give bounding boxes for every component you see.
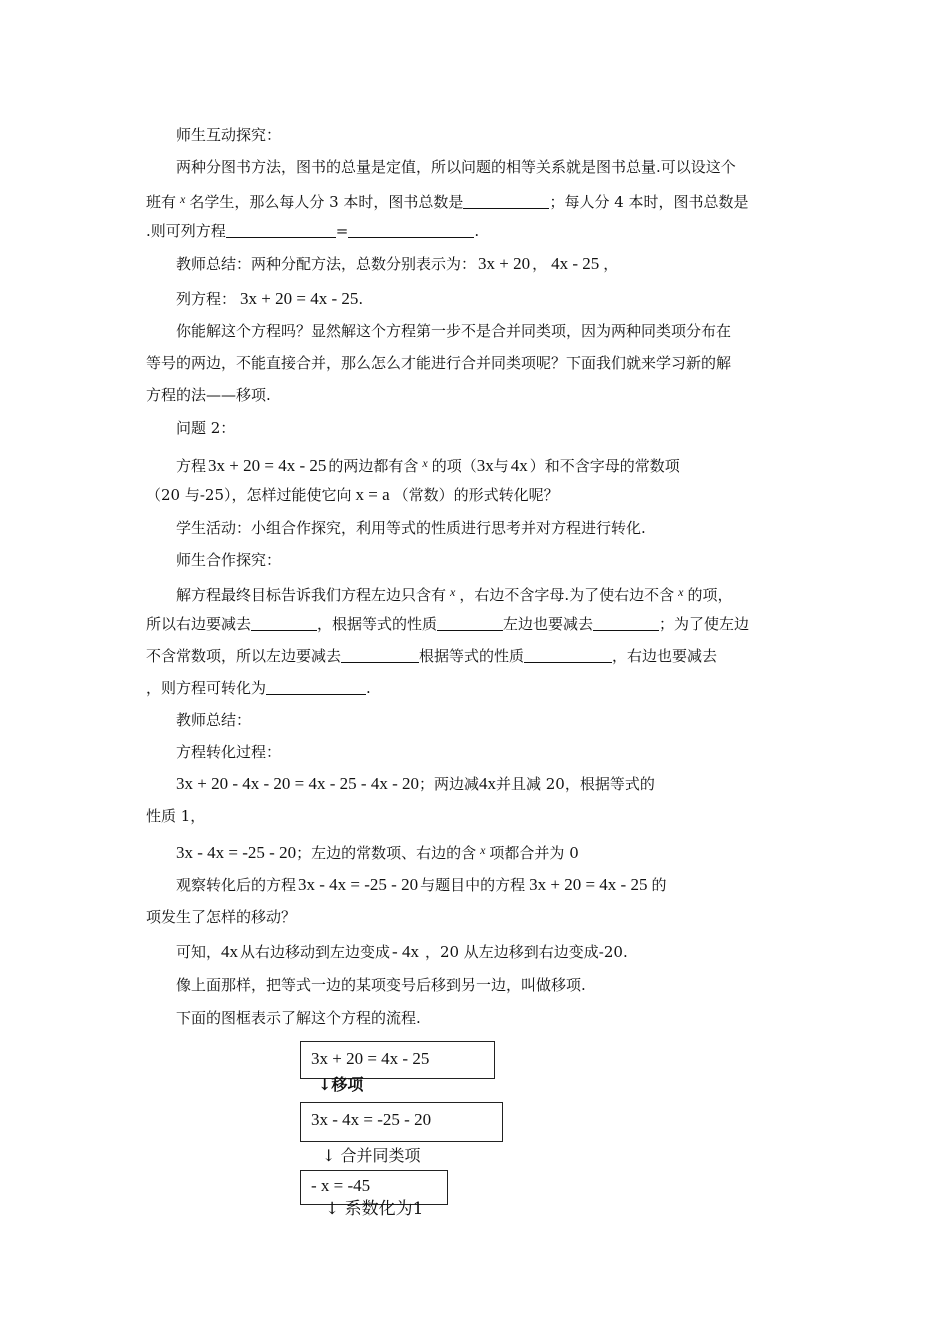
- paragraph-line: [146, 645, 717, 667]
- answer-blank: [463, 193, 549, 209]
- text: .: [358, 290, 364, 308]
- text: 根据等式的性质: [419, 647, 525, 665]
- math-expression: 4x - 25: [551, 254, 600, 273]
- math-var: x: [422, 456, 428, 470]
- text: 的项（: [431, 457, 477, 475]
- answer-blank: [266, 679, 366, 695]
- math-equation: 3x - 4x = -25 - 20: [176, 843, 297, 862]
- math-term: 4x: [510, 456, 528, 475]
- flow-box-transposed-equation: 3x - 4x = -25 - 20: [300, 1102, 503, 1142]
- text: 的两边都有含: [328, 457, 419, 475]
- math-var: x: [480, 843, 486, 857]
- text: 可知，: [176, 943, 222, 961]
- math-equation: 3x + 20 - 4x - 20 = 4x - 25 - 4x - 20: [176, 774, 419, 793]
- paragraph-line: 性质 1，: [146, 807, 206, 825]
- paragraph-line: [176, 839, 579, 864]
- math-var: x: [180, 192, 186, 206]
- text: （常数）的形式转化呢？: [393, 486, 559, 504]
- math-equation: x = a: [355, 485, 390, 504]
- text: 左边也要减去: [503, 615, 594, 633]
- text: 方程: [176, 457, 207, 475]
- text: ；为了使左边: [659, 615, 750, 633]
- text: ，: [603, 255, 619, 273]
- text: ）和不含字母的常数项: [529, 457, 680, 475]
- text: ，: [532, 255, 548, 273]
- math-equation: 3x + 20 = 4x - 25: [529, 875, 648, 894]
- paragraph-line: [146, 613, 749, 635]
- paragraph-line: [176, 941, 628, 963]
- math-equation: 3x - 4x = -25 - 20: [298, 875, 419, 894]
- paragraph-line: [146, 484, 559, 506]
- paragraph-line: [176, 288, 363, 310]
- paragraph-line: [176, 773, 655, 795]
- paragraph-line: 两种分图书方法，图书的总量是定值，所以问题的相等关系就是图书总量.可以设这个: [176, 158, 736, 176]
- paragraph-line: [176, 253, 618, 275]
- text: 解方程最终目标告诉我们方程左边只含有: [176, 586, 447, 604]
- text: 的项，: [687, 586, 733, 604]
- flow-box-original-equation: 3x + 20 = 4x - 25: [300, 1041, 495, 1079]
- answer-blank: [226, 222, 336, 238]
- text: 观察转化后的方程: [176, 876, 297, 894]
- text: 的: [651, 876, 667, 894]
- paragraph-line: [176, 452, 680, 477]
- text: ，则方程可转化为: [146, 679, 267, 697]
- math-term: - 4x: [392, 942, 419, 961]
- text: ，右边不含字母.为了使右边不含: [459, 586, 675, 604]
- paragraph-line: [146, 188, 749, 213]
- paragraph-line: [146, 677, 371, 699]
- flow-step-transpose: ↓移项: [318, 1075, 364, 1094]
- text: 与题目中的方程: [420, 876, 526, 894]
- text: 并且减 20，根据等式的: [496, 775, 655, 793]
- text: ，20 从左边移到右边变成-20.: [424, 943, 628, 961]
- text: 与: [493, 457, 509, 475]
- flow-box-combined-equation: - x = -45: [300, 1170, 448, 1205]
- text: 列方程：: [176, 290, 237, 308]
- math-term: 3x: [476, 456, 494, 475]
- paragraph-line: 你能解这个方程吗？显然解这个方程第一步不是合并同类项，因为两种同类项分布在: [176, 322, 732, 340]
- answer-blank: [524, 647, 612, 663]
- text: 教师总结：两种分配方法，总数分别表示为：: [176, 255, 477, 273]
- math-var: x: [450, 585, 456, 599]
- paragraph-line: [146, 220, 479, 242]
- text: .: [366, 679, 371, 697]
- math-term: 4x: [479, 774, 496, 793]
- text: ，右边也要减去: [612, 647, 718, 665]
- text: 所以右边要减去: [146, 615, 252, 633]
- paragraph-line: [176, 581, 732, 606]
- answer-blank: [251, 615, 317, 631]
- paragraph-line: 下面的图框表示了解这个方程的流程.: [176, 1009, 421, 1027]
- math-expression: 3x + 20: [478, 254, 531, 273]
- text: （20 与-25），怎样过能使它向: [146, 486, 352, 504]
- text: ；每人分 4 本时，图书总数是: [549, 193, 749, 211]
- paragraph-line: 像上面那样，把等式一边的某项变号后移到另一边，叫做移项.: [176, 976, 586, 994]
- answer-blank: [341, 647, 419, 663]
- math-equation: 3x + 20 = 4x - 25: [208, 456, 327, 475]
- paragraph-line: 方程的法——移项.: [146, 386, 271, 404]
- heading-question-2: 问题 2：: [176, 419, 236, 437]
- paragraph-line: 项发生了怎样的移动？: [146, 908, 297, 926]
- heading-teacher-student-explore: 师生互动探究：: [176, 126, 282, 144]
- text: 项都合并为 0: [489, 844, 579, 862]
- answer-blank: [593, 615, 659, 631]
- answer-blank: [437, 615, 503, 631]
- text: 名学生，那么每人分 3 本时，图书总数是: [189, 193, 464, 211]
- math-term: 4x: [221, 942, 239, 961]
- text: 从右边移动到左边变成: [240, 943, 391, 961]
- text: 不含常数项，所以左边要减去: [146, 647, 342, 665]
- math-equation: 3x + 20 = 4x - 25: [240, 289, 359, 308]
- paragraph-line: 学生活动：小组合作探究，利用等式的性质进行思考并对方程进行转化.: [176, 519, 646, 537]
- flow-step-combine-like-terms: ↓ 合并同类项: [322, 1146, 421, 1165]
- text: ，根据等式的性质: [317, 615, 438, 633]
- paragraph-line: 等号的两边，不能直接合并，那么怎么才能进行合并同类项呢？下面我们就来学习新的解: [146, 354, 732, 372]
- flow-step-coefficient-to-one: ↓ 系数化为1: [325, 1199, 424, 1219]
- text: .: [474, 222, 480, 240]
- text: .则可列方程: [146, 222, 226, 240]
- heading-teacher-summary: 教师总结：: [176, 711, 252, 729]
- text: =: [335, 222, 349, 240]
- heading-cooperative-explore: 师生合作探究：: [176, 551, 282, 569]
- math-var: x: [678, 585, 684, 599]
- text: ；两边减: [418, 775, 479, 793]
- text: 班有: [146, 193, 177, 211]
- paragraph-line: [176, 874, 666, 896]
- text: ；左边的常数项、右边的含: [296, 844, 477, 862]
- answer-blank: [348, 222, 474, 238]
- heading-transform-process: 方程转化过程：: [176, 743, 282, 761]
